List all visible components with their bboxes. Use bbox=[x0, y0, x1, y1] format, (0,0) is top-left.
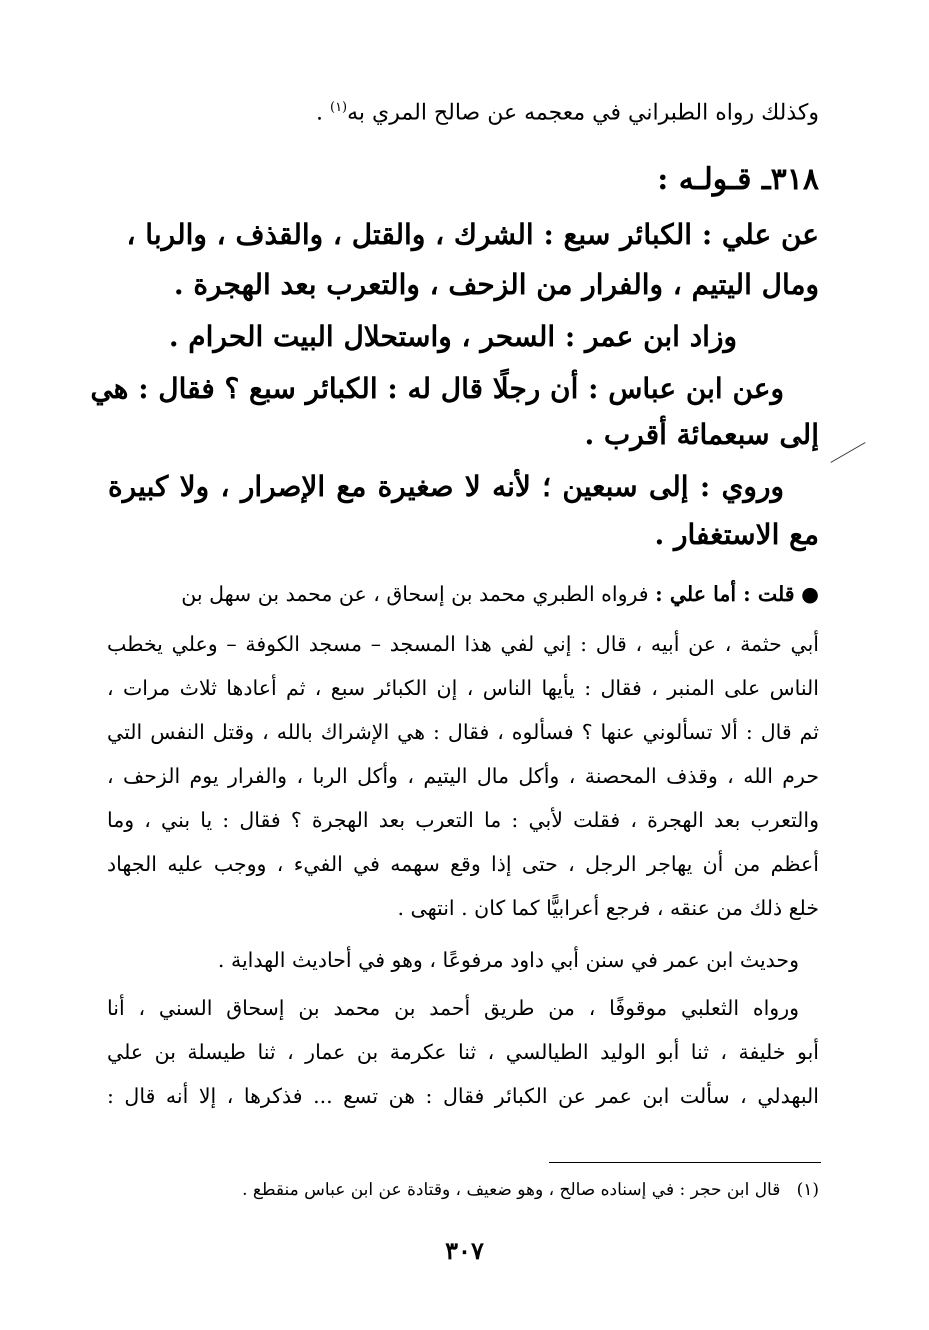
quote-line: مع الاستغفار . bbox=[654, 518, 819, 551]
commentary-line: والتعرب بعد الهجرة ، فقلت لأبي : ما التعرب بعد الهجرة ؟ فقال : يا بني ، وما bbox=[107, 808, 819, 832]
quote-line: عن علي : الكبائر سبع : الشرك ، والقتل ، والقذف ، والربا ، bbox=[126, 218, 819, 251]
quote-line: إلى سبعمائة أقرب . bbox=[584, 418, 819, 451]
quote-line: ومال اليتيم ، والفرار من الزحف ، والتعرب بعد الهجرة . bbox=[173, 268, 819, 301]
commentary-line: حرم الله ، وقذف المحصنة ، وأكل مال اليتيم ، وأكل الربا ، والفرار يوم الزحف ، bbox=[107, 764, 819, 788]
commentary-line: الناس على المنبر ، فقال : يأيها الناس ، إن الكبائر سبع ، ثم أعادها ثلاث مرات ، bbox=[107, 676, 819, 700]
commentary-line: وحديث ابن عمر في سنن أبي داود مرفوعًا ، وهو في أحاديث الهداية . bbox=[217, 948, 799, 972]
footnote bbox=[107, 1180, 819, 1200]
footnote-number: (١) bbox=[796, 1180, 819, 1200]
intro-end: . bbox=[315, 100, 330, 126]
commentary-lead: قلت : أما علي : bbox=[655, 582, 795, 606]
commentary-line: أبي حثمة ، عن أبيه ، قال : إني لفي هذا المسجد – مسجد الكوفة – وعلي يخطب bbox=[107, 632, 819, 656]
commentary-first-line bbox=[107, 582, 819, 606]
commentary-text: فرواه الطبري محمد بن إسحاق ، عن محمد بن سهل بن bbox=[181, 582, 649, 606]
quote-line: وزاد ابن عمر : السحر ، واستحلال البيت الحرام . bbox=[168, 320, 737, 353]
commentary-line: أعظم من أن يهاجر الرجل ، حتى إذا وقع سهمه في الفيء ، ووجب عليه الجهاد bbox=[107, 852, 819, 876]
commentary-line: البهدلي ، سألت ابن عمر عن الكبائر فقال : هن تسع ... فذكرها ، إلا أنه قال : bbox=[107, 1084, 820, 1108]
quote-line: وعن ابن عباس : أن رجلًا قال له : الكبائر سبع ؟ فقال : هي bbox=[90, 372, 784, 405]
scan-mark bbox=[830, 442, 865, 463]
bullet-icon: ● bbox=[801, 582, 819, 606]
commentary-line: ورواه الثعلبي موقوفًا ، من طريق أحمد بن محمد بن إسحاق السني ، أنا bbox=[107, 996, 799, 1020]
intro-text: وكذلك رواه الطبراني في معجمه عن صالح المري به bbox=[347, 100, 819, 126]
commentary-line: خلع ذلك من عنقه ، فرجع أعرابيًّا كما كان . انتهى . bbox=[397, 896, 819, 920]
entry-heading: ٣١٨ـ قـولـه : bbox=[657, 162, 819, 197]
page-number: ٣٠٧ bbox=[445, 1236, 484, 1265]
intro-line bbox=[107, 100, 819, 125]
quote-line: وروي : إلى سبعين ؛ لأنه لا صغيرة مع الإصرار ، ولا كبيرة bbox=[108, 470, 784, 503]
footnote-separator bbox=[549, 1162, 821, 1163]
commentary-line: ثم قال : ألا تسألوني عنها ؟ فسألوه ، فقال : هي الإشراك بالله ، وقتل النفس التي bbox=[107, 720, 819, 744]
footnote-text: قال ابن حجر : في إسناده صالح ، وهو ضعيف ، وقتادة عن ابن عباس منقطع . bbox=[242, 1180, 781, 1200]
commentary-line: أبو خليفة ، ثنا أبو الوليد الطيالسي ، ثنا عكرمة بن عمار ، ثنا طيسلة بن علي bbox=[107, 1040, 819, 1064]
footnote-reference: (١) bbox=[329, 100, 348, 115]
